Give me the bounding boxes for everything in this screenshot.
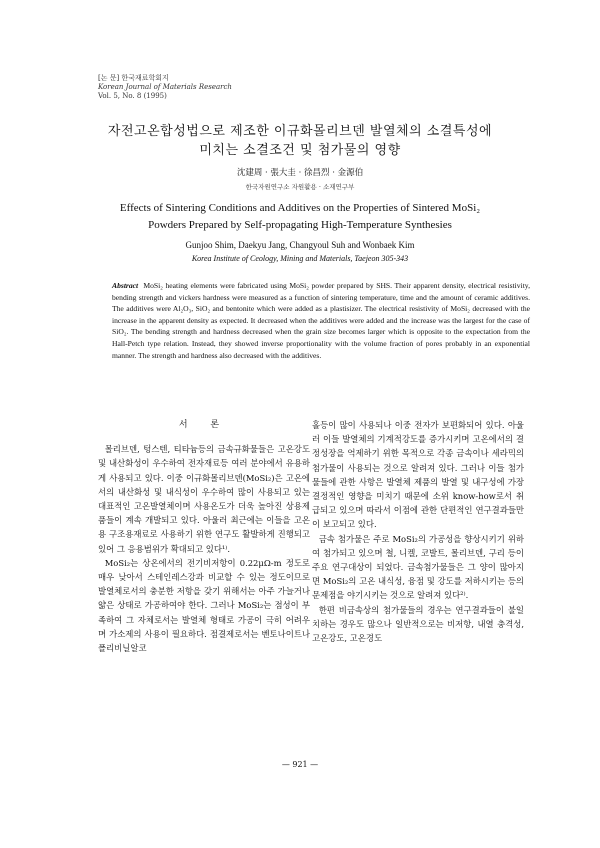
- left-paragraph-2: MoSi₂는 상온에서의 전기비저항이 0.22μΩ-m 정도로 매우 낮아서 스테인레스강과 비교할 수 있는 정도이므로 발열체로서의 충분한 저항을 갖기 위해서는 아주 가늘거나 얇은 상태로 가공하여야 한다. 그러나 MoSi₂는 점성이 부족하여 그 자체로서는 발열체 형태로 가공이 극히 어려우며 가소제의 사용이 필요하다. 점결제로서는 벤토나이트나 폴리비닐알코: [98, 557, 310, 654]
- english-affiliation: Korea Institute of Ceology, Mining and Materials, Taejeon 305-343: [191, 254, 409, 263]
- left-paragraph-1: 몰리브덴, 텅스텐, 티타늄등의 금속규화물들은 고온강도 및 내산화성이 우수하여 전자재료등 여러 분야에서 유용하게 사용되고 있다. 이중 이규화몰리브덴(MoSi₂)은 고온에서의 내산화성 및 내식성이 우수하여 많이 사용되고 있는 대표적인 고온발열체이며 사용온도가 더욱 높아진 상용제품들이 계속 개발되고 있다. 아울러 최근에는 이들을 고온용 구조용재료로 사용하기 위한 연구도 활발하게 진행되고 있어 그 응용범위가 확대되고 있다¹⁾.: [98, 444, 310, 554]
- journal-header-line3: Vol. 5, No. 8 (1995): [98, 92, 167, 100]
- korean-title-line2: 미치는 소결조건 및 첨가물의 영향: [199, 143, 401, 158]
- right-column: [312, 418, 524, 645]
- left-column: [98, 418, 310, 655]
- right-paragraph-3: 한편 비금속상의 첨가물들의 경우는 연구결과들이 불일치하는 경우도 많으나 일반적으로는 비저항, 내열 충격성, 고온강도, 고온경도: [312, 604, 524, 644]
- korean-authors: 沈建周 · 張大圭 · 徐昌烈 · 金源伯: [236, 168, 364, 178]
- journal-header-line2: Korean Journal of Materials Research: [98, 83, 232, 91]
- journal-header: [98, 74, 232, 101]
- korean-title: [0, 122, 600, 160]
- right-paragraph-1: 홀등이 많이 사용되나 이중 전자가 보편화되어 있다. 아울러 이들 발열체의 기계적강도를 증가시키며 고온에서의 결정성장을 억제하기 위한 목적으로 각종 금속이나 세라믹의 첨가물이 사용되는 것으로 알려져 있다. 그러나 이들 첨가물들에 관한 사항은 발열체 제품의 발열 및 내구성에 가장 결정적인 영향을 미치기 때문에 소위 know-how로서 취급되고 있으며 따라서 이점에 관한 단편적인 연구결과들만이 보고되고 있다.: [312, 420, 524, 530]
- abstract-label: Abstract: [112, 281, 139, 290]
- english-title-line1: Effects of Sintering Conditions and Additives on the Properties of Sintered MoSi₂: [119, 202, 481, 214]
- page-number: — 921 —: [281, 760, 319, 769]
- english-title-line2: Powders Prepared by Self-propagating High-Temperature Synthesies: [148, 219, 452, 231]
- journal-header-line1: [논 문] 한국재료학회지: [98, 74, 169, 82]
- right-paragraph-2: 금속 첨가물은 주로 MoSi₂의 가공성을 향상시키기 위하여 첨가되고 있으며 철, 니켈, 코발트, 몰리브덴, 구리 등이 주요 연구대상이 되었다. 금속첨가물들은 그 양이 많아지면 MoSi₂의 고온 내식성, 융점 및 강도를 저하시키는 등의 문제점을 야기시키는 것으로 알려져 있다²⁾.: [312, 533, 524, 601]
- korean-title-line1: 자전고온합성법으로 제조한 이규화몰리브덴 발열체의 소결특성에: [107, 124, 493, 139]
- korean-affiliation: 한국자원연구소 자원활용 · 소재연구부: [245, 183, 355, 191]
- english-authors: Gunjoo Shim, Daekyu Jang, Changyoul Suh and Wonbaek Kim: [185, 240, 415, 250]
- abstract: [112, 280, 530, 361]
- abstract-text: MoSi₂ heating elements were fabricated using MoSi₂ powder prepared by SHS. Their apparent density, electrical resistivity, bending strength and vickers hardness were measured as a function of sintering temperature, time and the amount of ceramic additives. The additives were Al₂O₃, SiO₂ and bentonite which were added as a plastisizer. The electrical resistivity of MoSi₂ decreased with the increase in the apparent density as expected. It decreased when the additives were added and the increase was the largest for the case of SiO₂. The bending strength and hardness decreased when the grain size becomes larger which is opposite to the expectation from the Hall-Petch type relation. Instead, they showed inverse proportionality with the volume fraction of pores probably in an exponential manner. The strength and hardness also decreased with the additives.: [112, 281, 530, 360]
- section-title: 서 론: [178, 420, 230, 430]
- english-title: [0, 200, 600, 234]
